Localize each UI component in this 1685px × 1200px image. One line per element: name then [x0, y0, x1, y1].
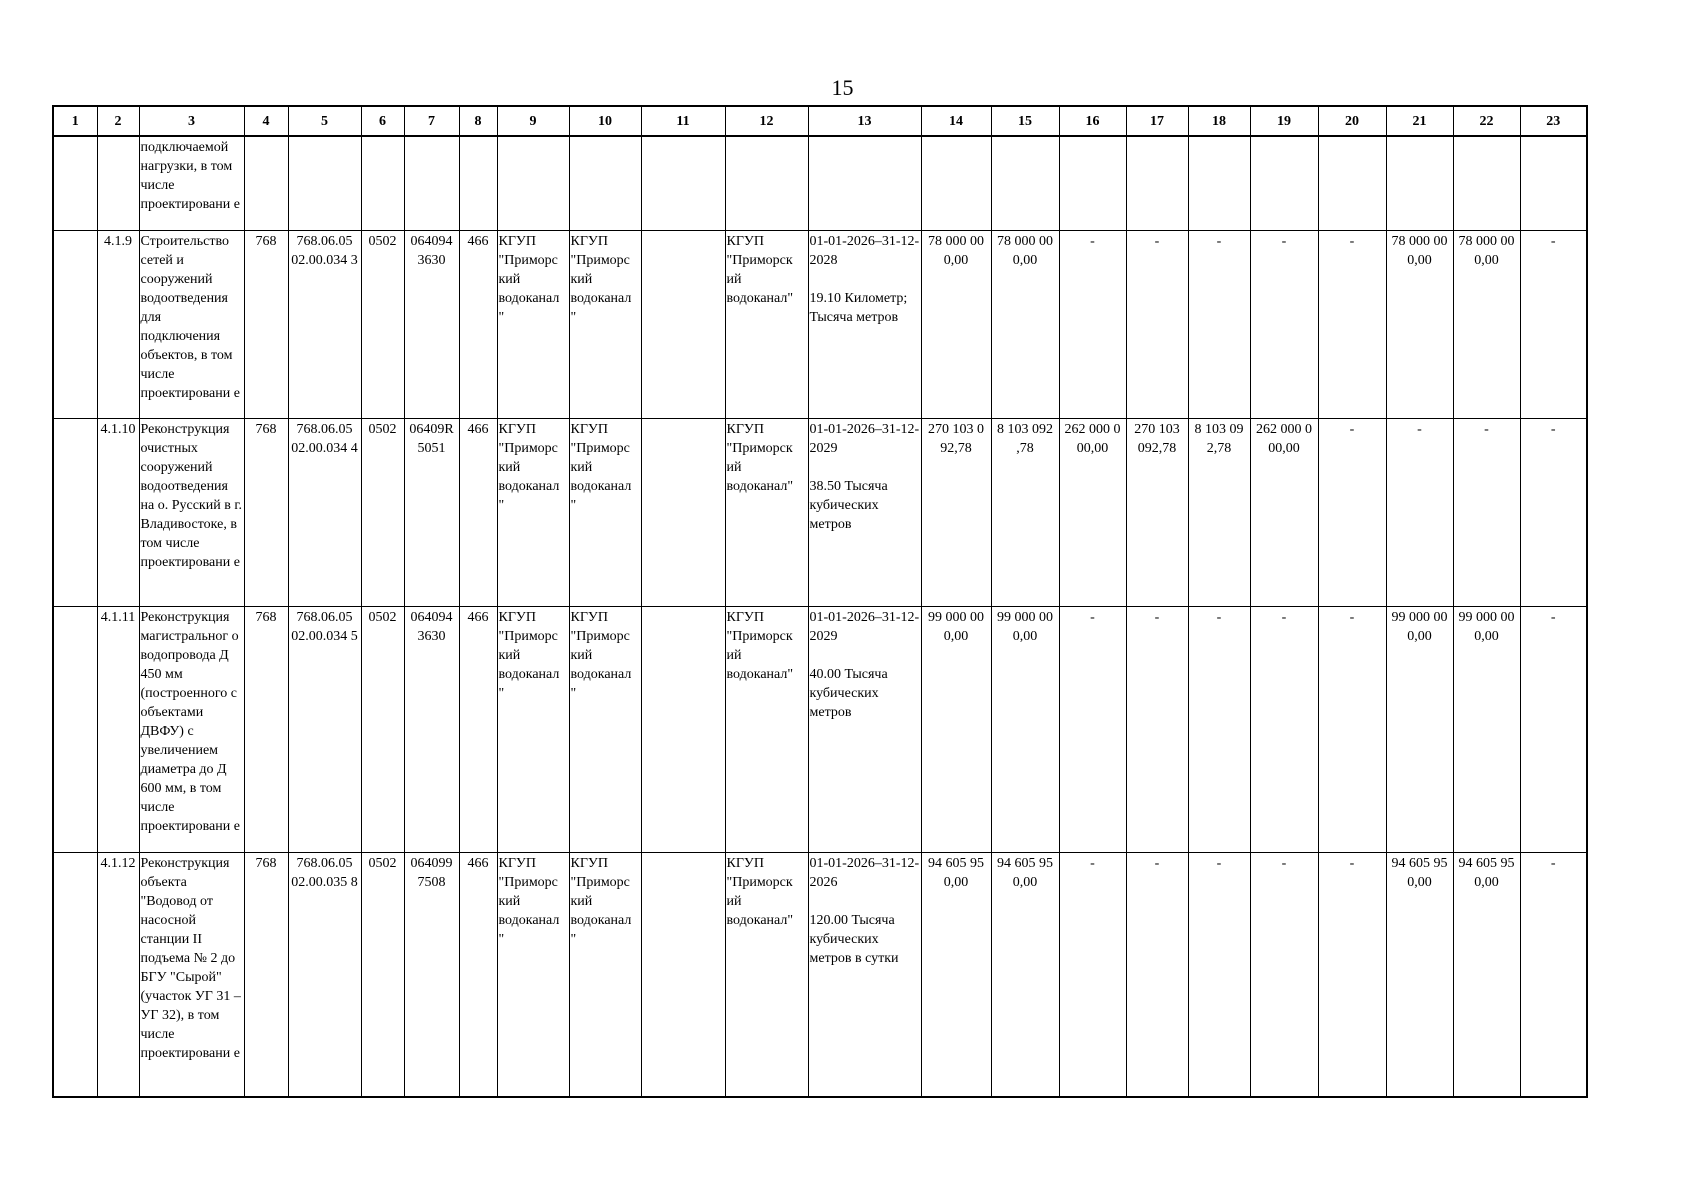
- cell-project-name: Реконструкция магистральног о водопровода Д 450 мм (построенного с объектами ДВФУ) с увеличением диаметра до Д 600 мм, в том числе проектировани е: [139, 607, 244, 853]
- cell-col16: -: [1059, 607, 1126, 853]
- column-header: 20: [1318, 106, 1386, 136]
- cell-col7: 064099 7508: [404, 853, 459, 1098]
- column-header: 5: [288, 106, 361, 136]
- cell-col5: 768.06.05 02.00.034 5: [288, 607, 361, 853]
- cell-col14: 94 605 95 0,00: [921, 853, 991, 1098]
- cell-col21: 99 000 00 0,00: [1386, 607, 1453, 853]
- column-header: 18: [1188, 106, 1250, 136]
- cell-col12: [725, 136, 808, 231]
- cell-project-name: Реконструкция очистных сооружений водоотведения на о. Русский в г. Владивостоке, в том числе проектировани е: [139, 419, 244, 607]
- cell-col22: 94 605 95 0,00: [1453, 853, 1520, 1098]
- cell-col1: [53, 419, 97, 607]
- cell-col22: 78 000 00 0,00: [1453, 231, 1520, 419]
- cell-col14: 78 000 00 0,00: [921, 231, 991, 419]
- cell-col15: 8 103 092 ,78: [991, 419, 1059, 607]
- column-header: 3: [139, 106, 244, 136]
- cell-col20: -: [1318, 853, 1386, 1098]
- cell-col11: [641, 853, 725, 1098]
- column-header: 16: [1059, 106, 1126, 136]
- cell-col23: -: [1520, 853, 1587, 1098]
- cell-col7: 064094 3630: [404, 607, 459, 853]
- column-header: 13: [808, 106, 921, 136]
- cell-col6: 0502: [361, 607, 404, 853]
- cell-col9: КГУП "Приморс кий водоканал ": [497, 419, 569, 607]
- column-header: 8: [459, 106, 497, 136]
- column-header: 12: [725, 106, 808, 136]
- cell-col8: [459, 136, 497, 231]
- cell-col7: 064094 3630: [404, 231, 459, 419]
- column-header: 22: [1453, 106, 1520, 136]
- cell-col11: [641, 607, 725, 853]
- cell-col23: -: [1520, 231, 1587, 419]
- cell-col12: КГУП "Приморск ий водоканал": [725, 607, 808, 853]
- cell-col8: 466: [459, 853, 497, 1098]
- cell-col16: 262 000 0 00,00: [1059, 419, 1126, 607]
- period-text: 01-01-2026–31-12-2026: [809, 856, 920, 890]
- period-text: 01-01-2026–31-12-2029: [809, 610, 920, 644]
- cell-col5: 768.06.05 02.00.034 3: [288, 231, 361, 419]
- cell-col21: -: [1386, 419, 1453, 607]
- cell-col23: -: [1520, 419, 1587, 607]
- cell-col4: 768: [244, 853, 288, 1098]
- cell-col4: 768: [244, 419, 288, 607]
- cell-number: 4.1.10: [97, 419, 139, 607]
- cell-project-name: Реконструкция объекта "Водовод от насосной станции II подъема № 2 до БГУ "Сырой" (участок УГ 31 – УГ 32), в том числе проектировани е: [139, 853, 244, 1098]
- cell-col7: [404, 136, 459, 231]
- cell-col21: 94 605 95 0,00: [1386, 853, 1453, 1098]
- cell-col17: -: [1126, 607, 1188, 853]
- cell-col22: 99 000 00 0,00: [1453, 607, 1520, 853]
- cell-col1: [53, 231, 97, 419]
- cell-col15: [991, 136, 1059, 231]
- cell-col21: 78 000 00 0,00: [1386, 231, 1453, 419]
- cell-col11: [641, 231, 725, 419]
- cell-col15: 99 000 00 0,00: [991, 607, 1059, 853]
- period-text: 01-01-2026–31-12-2028: [809, 234, 920, 268]
- cell-col16: -: [1059, 231, 1126, 419]
- cell-col17: 270 103 092,78: [1126, 419, 1188, 607]
- cell-col8: 466: [459, 419, 497, 607]
- cell-col5: [288, 136, 361, 231]
- cell-col10: КГУП "Приморс кий водоканал ": [569, 607, 641, 853]
- column-header: 23: [1520, 106, 1587, 136]
- column-header: 1: [53, 106, 97, 136]
- period-text: 01-01-2026–31-12-2029: [809, 422, 920, 456]
- document-table: [52, 105, 1588, 1098]
- cell-col8: 466: [459, 607, 497, 853]
- cell-col13: [808, 419, 921, 607]
- table-row: [53, 853, 1587, 1098]
- cell-col19: -: [1250, 853, 1318, 1098]
- cell-col7: 06409R 5051: [404, 419, 459, 607]
- cell-col16: -: [1059, 853, 1126, 1098]
- cell-col13: [808, 607, 921, 853]
- cell-col12: КГУП "Приморск ий водоканал": [725, 231, 808, 419]
- column-header: 4: [244, 106, 288, 136]
- cell-col22: [1453, 136, 1520, 231]
- cell-col23: -: [1520, 607, 1587, 853]
- cell-col19: [1250, 136, 1318, 231]
- cell-col13: [808, 231, 921, 419]
- cell-col19: 262 000 0 00,00: [1250, 419, 1318, 607]
- header-row: [53, 106, 1587, 136]
- column-header: 21: [1386, 106, 1453, 136]
- table-row: [53, 419, 1587, 607]
- cell-col21: [1386, 136, 1453, 231]
- cell-col10: КГУП "Приморс кий водоканал ": [569, 231, 641, 419]
- cell-col6: [361, 136, 404, 231]
- cell-col17: -: [1126, 853, 1188, 1098]
- column-header: 6: [361, 106, 404, 136]
- column-header: 17: [1126, 106, 1188, 136]
- capacity-text: 38.50 Тысяча кубических метров: [809, 479, 888, 532]
- capacity-text: 40.00 Тысяча кубических метров: [809, 667, 888, 720]
- cell-col11: [641, 136, 725, 231]
- cell-col18: -: [1188, 607, 1250, 853]
- column-header: 2: [97, 106, 139, 136]
- column-header: 7: [404, 106, 459, 136]
- column-header: 9: [497, 106, 569, 136]
- cell-number: 4.1.12: [97, 853, 139, 1098]
- cell-col22: -: [1453, 419, 1520, 607]
- cell-col14: [921, 136, 991, 231]
- cell-col18: -: [1188, 231, 1250, 419]
- cell-col12: КГУП "Приморск ий водоканал": [725, 853, 808, 1098]
- cell-col14: 270 103 0 92,78: [921, 419, 991, 607]
- table-row: [53, 136, 1587, 231]
- cell-col20: [1318, 136, 1386, 231]
- column-header: 15: [991, 106, 1059, 136]
- cell-col20: -: [1318, 607, 1386, 853]
- cell-col11: [641, 419, 725, 607]
- cell-col5: 768.06.05 02.00.034 4: [288, 419, 361, 607]
- cell-col15: 94 605 95 0,00: [991, 853, 1059, 1098]
- cell-col4: 768: [244, 607, 288, 853]
- cell-col9: КГУП "Приморс кий водоканал ": [497, 853, 569, 1098]
- cell-col17: [1126, 136, 1188, 231]
- cell-col23: [1520, 136, 1587, 231]
- column-header: 11: [641, 106, 725, 136]
- cell-col9: КГУП "Приморс кий водоканал ": [497, 231, 569, 419]
- cell-col10: КГУП "Приморс кий водоканал ": [569, 853, 641, 1098]
- cell-col18: [1188, 136, 1250, 231]
- column-header: 19: [1250, 106, 1318, 136]
- cell-col4: 768: [244, 231, 288, 419]
- cell-col15: 78 000 00 0,00: [991, 231, 1059, 419]
- table-row: [53, 607, 1587, 853]
- cell-col20: -: [1318, 231, 1386, 419]
- cell-number: [97, 136, 139, 231]
- cell-col19: -: [1250, 607, 1318, 853]
- column-header: 10: [569, 106, 641, 136]
- table-row: [53, 231, 1587, 419]
- cell-col18: 8 103 09 2,78: [1188, 419, 1250, 607]
- cell-number: 4.1.11: [97, 607, 139, 853]
- cell-col13: [808, 853, 921, 1098]
- cell-project-name: Строительство сетей и сооружений водоотведения для подключения объектов, в том числе проектировани е: [139, 231, 244, 419]
- cell-col17: -: [1126, 231, 1188, 419]
- page-number: 15: [831, 75, 854, 100]
- cell-col10: КГУП "Приморс кий водоканал ": [569, 419, 641, 607]
- cell-col8: 466: [459, 231, 497, 419]
- cell-project-name: подключаемой нагрузки, в том числе проектировани е: [139, 136, 244, 231]
- column-header: 14: [921, 106, 991, 136]
- cell-col20: -: [1318, 419, 1386, 607]
- cell-col6: 0502: [361, 231, 404, 419]
- cell-col5: 768.06.05 02.00.035 8: [288, 853, 361, 1098]
- cell-col14: 99 000 00 0,00: [921, 607, 991, 853]
- capacity-text: 19.10 Километр; Тысяча метров: [809, 291, 908, 325]
- cell-col16: [1059, 136, 1126, 231]
- cell-number: 4.1.9: [97, 231, 139, 419]
- cell-col6: 0502: [361, 419, 404, 607]
- cell-col19: -: [1250, 231, 1318, 419]
- cell-col6: 0502: [361, 853, 404, 1098]
- cell-col10: [569, 136, 641, 231]
- cell-col9: КГУП "Приморс кий водоканал ": [497, 607, 569, 853]
- capacity-text: 120.00 Тысяча кубических метров в сутки: [809, 913, 899, 966]
- cell-col1: [53, 136, 97, 231]
- cell-col1: [53, 607, 97, 853]
- cell-col13: [808, 136, 921, 231]
- cell-col1: [53, 853, 97, 1098]
- cell-col12: КГУП "Приморск ий водоканал": [725, 419, 808, 607]
- cell-col9: [497, 136, 569, 231]
- cell-col18: -: [1188, 853, 1250, 1098]
- cell-col4: [244, 136, 288, 231]
